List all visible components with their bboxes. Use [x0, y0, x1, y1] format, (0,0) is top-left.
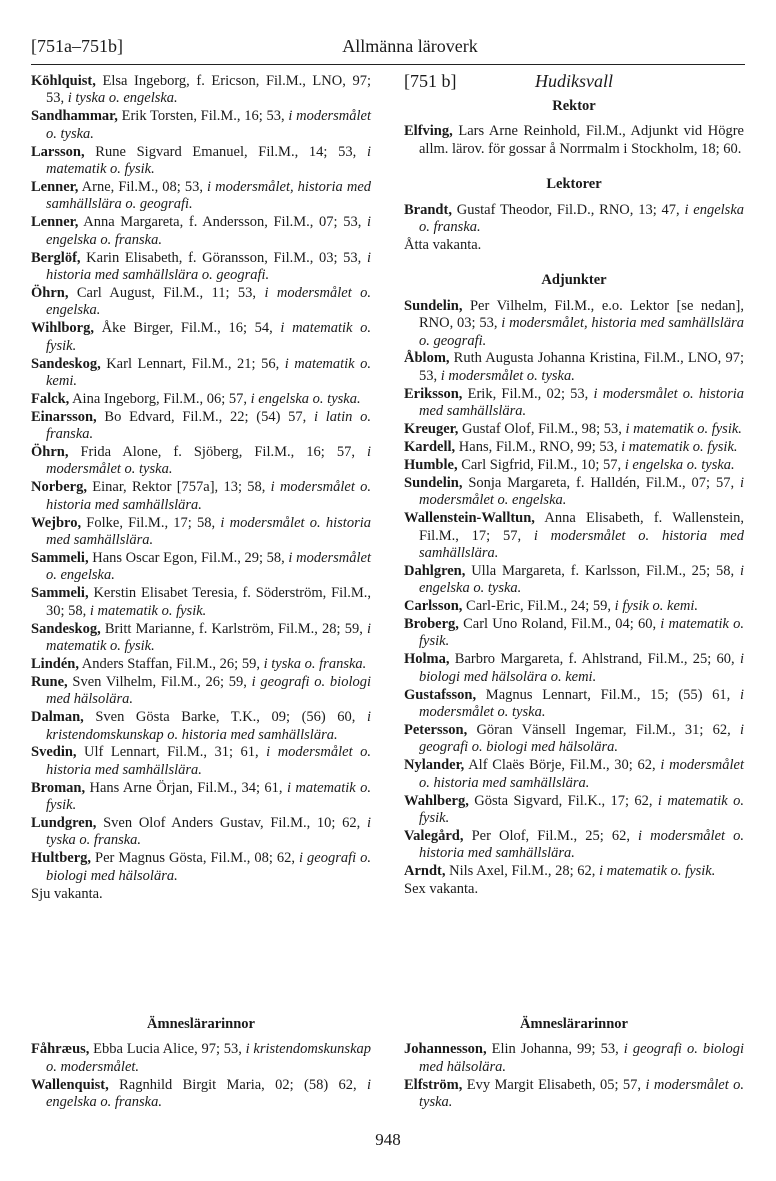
- staff-name: Wallenstein-Walltun,: [404, 510, 535, 527]
- staff-entry: [404, 563, 744, 598]
- staff-name: Svedin,: [31, 744, 77, 761]
- staff-entry: [31, 250, 371, 285]
- city-name: Hudiksvall: [535, 71, 613, 91]
- staff-subjects: i matematik o. fysik.: [419, 792, 744, 827]
- staff-details: Carl Uno Roland, Fil.M., 04; 60,: [458, 616, 657, 633]
- staff-entry: [404, 1041, 744, 1076]
- adjunkter-list: [404, 298, 744, 881]
- staff-name: Eriksson,: [404, 385, 463, 402]
- staff-entry: [31, 285, 371, 320]
- adjunkter-vacant: Sex vakanta.: [404, 881, 479, 898]
- staff-subjects: i matematik o. kemi.: [46, 355, 371, 389]
- staff-entry: [404, 757, 744, 792]
- staff-entry: [31, 214, 371, 249]
- staff-details: Anna Margareta, f. Andersson, Fil.M., 07; 53,: [78, 214, 362, 231]
- staff-name: Elfström,: [404, 1076, 463, 1093]
- right-amnes-list: [404, 1041, 744, 1111]
- staff-entry: [404, 298, 744, 350]
- staff-subjects: i geografi o. biologi med hälsolära.: [46, 850, 372, 884]
- staff-details: Nils Axel, Fil.M., 28; 62,: [445, 863, 596, 880]
- staff-details: Carl August, Fil.M., 11; 53,: [68, 284, 257, 301]
- staff-name: Arndt,: [404, 863, 446, 880]
- staff-details: Britt Marianne, f. Karlström, Fil.M., 28; 59,: [100, 620, 363, 637]
- staff-details: Sven Olof Anders Gustav, Fil.M., 10; 62,: [96, 815, 361, 832]
- staff-entry: [31, 320, 371, 355]
- staff-entry: [404, 202, 744, 237]
- staff-entry: [31, 850, 371, 885]
- staff-name: Carlsson,: [404, 598, 463, 615]
- staff-entry: [404, 386, 744, 421]
- staff-name: Öhrn,: [31, 284, 69, 301]
- staff-details: Sonja Margareta, f. Halldén, Fil.M., 07; 57,: [462, 474, 735, 491]
- staff-subjects: i fysik o. kemi.: [611, 598, 699, 615]
- staff-entry: [31, 179, 371, 214]
- staff-name: Öhrn,: [31, 444, 69, 461]
- staff-details: Aina Ingeborg, Fil.M., 06; 57,: [69, 390, 248, 407]
- staff-subjects: i modersmålet o. tyska.: [437, 367, 575, 384]
- staff-details: Anna Elisabeth, f. Wallenstein, Fil.M., 17; 57,: [419, 510, 744, 544]
- page-range-code: [751a–751b]: [31, 36, 123, 56]
- staff-details: Sven Gösta Barke, T.K., 09; (56) 60,: [83, 709, 356, 726]
- left-amnes-section: [31, 1016, 371, 1112]
- staff-details: Ragnhild Birgit Maria, 02; (58) 62,: [108, 1076, 357, 1093]
- left-column: [31, 73, 371, 904]
- staff-subjects: i engelska o. franska.: [419, 201, 745, 236]
- staff-details: Elsa Ingeborg, f. Ericson, Fil.M., LNO, 97; 53,: [46, 73, 371, 107]
- staff-name: Kreuger,: [404, 421, 459, 438]
- staff-subjects: i geografi o. biologi med hälsolära.: [419, 722, 744, 756]
- staff-name: Hultberg,: [31, 850, 92, 867]
- staff-entry: [404, 475, 744, 510]
- staff-details: Frida Alone, f. Sjöberg, Fil.M., 16; 57,: [68, 444, 355, 461]
- staff-entry: [31, 144, 371, 179]
- staff-entry: [31, 356, 371, 391]
- staff-details: Per Vilhelm, Fil.M., e.o. Lektor [se nedan], RNO, 03; 53,: [419, 297, 744, 332]
- right-amnes-section: [404, 1016, 744, 1112]
- staff-entry: [404, 457, 744, 474]
- staff-subjects: i matematik o. fysik.: [46, 320, 371, 354]
- staff-details: Carl-Eric, Fil.M., 24; 59,: [462, 598, 612, 615]
- school-header: [404, 73, 744, 95]
- staff-entry: [31, 444, 371, 479]
- staff-subjects: i modersmålet o. engelska.: [419, 474, 744, 509]
- staff-entry: [31, 1041, 371, 1076]
- staff-details: Magnus Lennart, Fil.M., 15; (55) 61,: [476, 686, 731, 703]
- staff-name: Sandeskog,: [31, 620, 101, 637]
- staff-name: Sammeli,: [31, 585, 89, 602]
- staff-entry: [31, 780, 371, 815]
- staff-name: Wahlberg,: [404, 792, 469, 809]
- staff-details: Ruth Augusta Johanna Kristina, Fil.M., LNO, 97; 53,: [419, 350, 744, 384]
- staff-name: Johannesson,: [404, 1041, 487, 1058]
- staff-entry: [404, 1077, 744, 1112]
- staff-subjects: i matematik o. fysik.: [419, 616, 744, 650]
- staff-name: Lundgren,: [31, 815, 97, 832]
- staff-subjects: i tyska o. franska.: [259, 655, 367, 672]
- staff-subjects: i modersmålet o. tyska.: [46, 444, 372, 478]
- staff-details: Kerstin Elisabet Teresia, f. Söderström, Fil.M., 30; 58,: [46, 585, 371, 619]
- staff-name: Sandhammar,: [31, 108, 118, 125]
- staff-name: Sammeli,: [31, 549, 89, 566]
- staff-details: Erik Torsten, Fil.M., 16; 53,: [117, 108, 285, 125]
- staff-subjects: i engelska o. franska.: [46, 1076, 371, 1111]
- staff-entry: [31, 409, 371, 444]
- staff-details: Hans Oscar Egon, Fil.M., 29; 58,: [88, 549, 285, 566]
- staff-subjects: i modersmålet o. historia med samhällslära.: [46, 744, 372, 778]
- staff-entry: [31, 73, 371, 108]
- staff-subjects: i modersmålet o. historia med samhällslära.: [419, 827, 744, 862]
- staff-name: Valegård,: [404, 827, 464, 844]
- staff-details: Karin Elisabeth, f. Göransson, Fil.M., 03; 53,: [80, 249, 362, 266]
- staff-subjects: i matematik o. fysik.: [46, 779, 371, 814]
- staff-entry: [404, 439, 744, 456]
- staff-entry: [31, 744, 371, 779]
- staff-details: Rune Sigvard Emanuel, Fil.M., 14; 53,: [84, 143, 357, 160]
- staff-details: Folke, Fil.M., 17; 58,: [81, 514, 216, 531]
- staff-subjects: i kristendomskunskap o. modersmålet.: [46, 1041, 372, 1075]
- staff-subjects: i modersmålet, historia med samhällslära o. geografi.: [46, 178, 372, 213]
- staff-name: Wihlborg,: [31, 320, 94, 337]
- staff-name: Einarsson,: [31, 408, 97, 425]
- staff-name: Gustafsson,: [404, 686, 477, 703]
- staff-subjects: i engelska o. tyska.: [419, 562, 744, 597]
- staff-entry: [404, 616, 744, 651]
- staff-subjects: i modersmålet o. historia med samhällslära.: [419, 385, 744, 420]
- staff-name: Dahlgren,: [404, 562, 466, 579]
- staff-name: Lenner,: [31, 214, 79, 231]
- staff-details: Gösta Sigvard, Fil.K., 17; 62,: [468, 792, 653, 809]
- staff-entry: [31, 479, 371, 514]
- staff-details: Arne, Fil.M., 08; 53,: [78, 178, 203, 195]
- staff-details: Sven Vilhelm, Fil.M., 26; 59,: [67, 673, 247, 690]
- staff-details: Bo Edvard, Fil.M., 22; (54) 57,: [96, 408, 307, 425]
- staff-entry: [31, 621, 371, 656]
- section-code: [751 b]: [404, 71, 457, 91]
- header-rule: [31, 64, 745, 65]
- staff-details: Karl Lennart, Fil.M., 21; 56,: [100, 355, 280, 372]
- left-vacant: Sju vakanta.: [31, 885, 103, 902]
- staff-entry: [404, 421, 744, 438]
- lektorer-heading: Lektorer: [546, 176, 602, 193]
- staff-name: Broman,: [31, 779, 86, 796]
- staff-name: Wallenquist,: [31, 1076, 109, 1093]
- staff-subjects: i latin o. franska.: [46, 408, 371, 443]
- rektor-heading: Rektor: [552, 98, 596, 114]
- staff-entry: [404, 828, 744, 863]
- staff-entry: [404, 510, 744, 562]
- staff-name: Broberg,: [404, 616, 459, 633]
- staff-entry: [404, 793, 744, 828]
- staff-details: Carl Sigfrid, Fil.M., 10; 57,: [457, 456, 622, 473]
- staff-subjects: i engelska o. franska.: [46, 214, 372, 248]
- staff-details: Gustaf Theodor, Fil.D., RNO, 13; 47,: [451, 201, 680, 218]
- staff-entry: [31, 674, 371, 709]
- rektor-list: [404, 123, 744, 158]
- staff-details: Alf Claës Börje, Fil.M., 30; 62,: [464, 757, 656, 774]
- staff-subjects: i modersmålet o. tyska.: [419, 686, 744, 721]
- staff-subjects: i tyska o. franska.: [46, 815, 371, 849]
- staff-details: Gustaf Olof, Fil.M., 98; 53,: [458, 421, 622, 438]
- staff-name: Sundelin,: [404, 474, 463, 491]
- staff-name: Larsson,: [31, 143, 85, 160]
- staff-subjects: i modersmålet o. historia med samhällslära.: [46, 479, 372, 513]
- staff-entry: [404, 123, 744, 158]
- staff-details: Barbro Margareta, f. Ahlstrand, Fil.M., 25; 60,: [449, 651, 735, 668]
- staff-name: Berglöf,: [31, 249, 81, 266]
- staff-details: Åke Birger, Fil.M., 16; 54,: [93, 320, 273, 337]
- staff-entry: [31, 1077, 371, 1112]
- staff-subjects: i modersmålet o. historia med samhällslära.: [46, 514, 371, 549]
- staff-name: Åblom,: [404, 350, 450, 367]
- staff-subjects: i modersmålet o. engelska.: [46, 549, 372, 584]
- staff-subjects: i tyska o. engelska.: [64, 90, 178, 107]
- staff-entry: [404, 350, 744, 385]
- right-column: [404, 73, 744, 899]
- staff-subjects: i historia med samhällslära o. geografi.: [46, 249, 371, 283]
- staff-details: Hans Arne Örjan, Fil.M., 34; 61,: [85, 779, 283, 796]
- staff-details: Anders Staffan, Fil.M., 26; 59,: [78, 655, 260, 672]
- right-amnes-heading: Ämneslärarinnor: [520, 1016, 628, 1032]
- staff-details: Evy Margit Elisabeth, 05; 57,: [462, 1076, 642, 1093]
- page-title: Allmänna läroverk: [342, 36, 478, 56]
- staff-subjects: i geografi o. biologi med hälsolära.: [46, 673, 371, 708]
- staff-details: Erik, Fil.M., 02; 53,: [462, 385, 589, 402]
- staff-name: Wejbro,: [31, 514, 82, 531]
- staff-subjects: i modersmålet o. historia med samhällslära.: [419, 527, 744, 561]
- staff-details: Elin Johanna, 99; 53,: [486, 1041, 619, 1058]
- staff-details: Per Olof, Fil.M., 25; 62,: [463, 827, 630, 844]
- staff-name: Elfving,: [404, 123, 453, 140]
- staff-entry: [31, 108, 371, 143]
- staff-subjects: i matematik o. fysik.: [86, 602, 207, 619]
- staff-subjects: i geografi o. biologi med hälsolära.: [419, 1041, 744, 1075]
- staff-name: Rune,: [31, 673, 68, 690]
- staff-name: Sundelin,: [404, 297, 463, 314]
- staff-name: Fåhræus,: [31, 1041, 90, 1058]
- staff-entry: [31, 391, 371, 408]
- staff-entry: [31, 709, 371, 744]
- staff-entry: [404, 651, 744, 686]
- left-amnes-list: [31, 1041, 371, 1111]
- staff-entry: [404, 598, 744, 615]
- staff-details: Ulf Lennart, Fil.M., 31; 61,: [76, 744, 259, 761]
- staff-name: Petersson,: [404, 722, 468, 738]
- staff-details: Per Magnus Gösta, Fil.M., 08; 62,: [91, 850, 295, 867]
- staff-entry: [31, 585, 371, 620]
- staff-name: Nylander,: [404, 757, 465, 774]
- staff-entry: [31, 515, 371, 550]
- staff-subjects: i modersmålet o. historia med samhällslära.: [419, 757, 745, 791]
- staff-subjects: i biologi med hälsolära o. kemi.: [419, 651, 744, 685]
- staff-subjects: i modersmålet o. tyska.: [419, 1076, 744, 1111]
- staff-details: Einar, Rektor [757a], 13; 58,: [86, 479, 266, 496]
- staff-details: Hans, Fil.M., RNO, 99; 53,: [455, 439, 618, 455]
- staff-subjects: i matematik o. fysik.: [617, 439, 738, 455]
- page-number: 948: [375, 1130, 401, 1149]
- staff-name: Humble,: [404, 456, 458, 473]
- staff-subjects: i engelska o. tyska.: [247, 390, 361, 407]
- staff-name: Lenner,: [31, 178, 79, 195]
- staff-name: Holma,: [404, 651, 450, 668]
- staff-subjects: i matematik o. fysik.: [595, 863, 716, 880]
- staff-name: Sandeskog,: [31, 355, 101, 372]
- staff-name: Köhlquist,: [31, 73, 96, 89]
- staff-details: Ebba Lucia Alice, 97; 53,: [89, 1041, 242, 1058]
- staff-entry: [31, 550, 371, 585]
- staff-entry: [404, 863, 744, 880]
- staff-name: Dalman,: [31, 709, 84, 726]
- staff-subjects: i modersmålet, historia med samhällslära o. geografi.: [419, 315, 744, 349]
- staff-details: Ulla Margareta, f. Karlsson, Fil.M., 25; 58,: [465, 562, 735, 579]
- staff-subjects: i engelska o. tyska.: [621, 456, 735, 473]
- staff-entry: [404, 687, 744, 722]
- staff-entry: [31, 815, 371, 850]
- staff-entry: [404, 722, 744, 757]
- staff-subjects: i modersmålet o. engelska.: [46, 284, 372, 319]
- lektorer-vacant: Åtta vakanta.: [404, 236, 482, 253]
- staff-name: Lindén,: [31, 655, 79, 672]
- staff-details: Göran Vänsell Ingemar, Fil.M., 31; 62,: [467, 722, 731, 738]
- adjunkter-heading: Adjunkter: [541, 272, 607, 289]
- staff-subjects: i kristendomskunskap o. historia med samhällslära.: [46, 709, 371, 743]
- staff-name: Norberg,: [31, 479, 87, 496]
- staff-subjects: i modersmålet o. tyska.: [46, 108, 372, 142]
- left-amnes-heading: Ämneslärarinnor: [147, 1016, 255, 1032]
- staff-name: Falck,: [31, 390, 70, 407]
- staff-name: Kardell,: [404, 439, 456, 455]
- staff-subjects: i matematik o. fysik.: [621, 421, 742, 438]
- staff-subjects: i matematik o. fysik.: [46, 143, 372, 178]
- staff-name: Brandt,: [404, 201, 452, 218]
- lektorer-list: [404, 202, 744, 237]
- staff-details: Lars Arne Reinhold, Fil.M., Adjunkt vid Högre allm. lärov. för gossar å Norrmalm i Stockholm, 18; 60.: [419, 123, 744, 157]
- staff-subjects: i matematik o. fysik.: [46, 620, 372, 654]
- staff-entry: [31, 656, 371, 673]
